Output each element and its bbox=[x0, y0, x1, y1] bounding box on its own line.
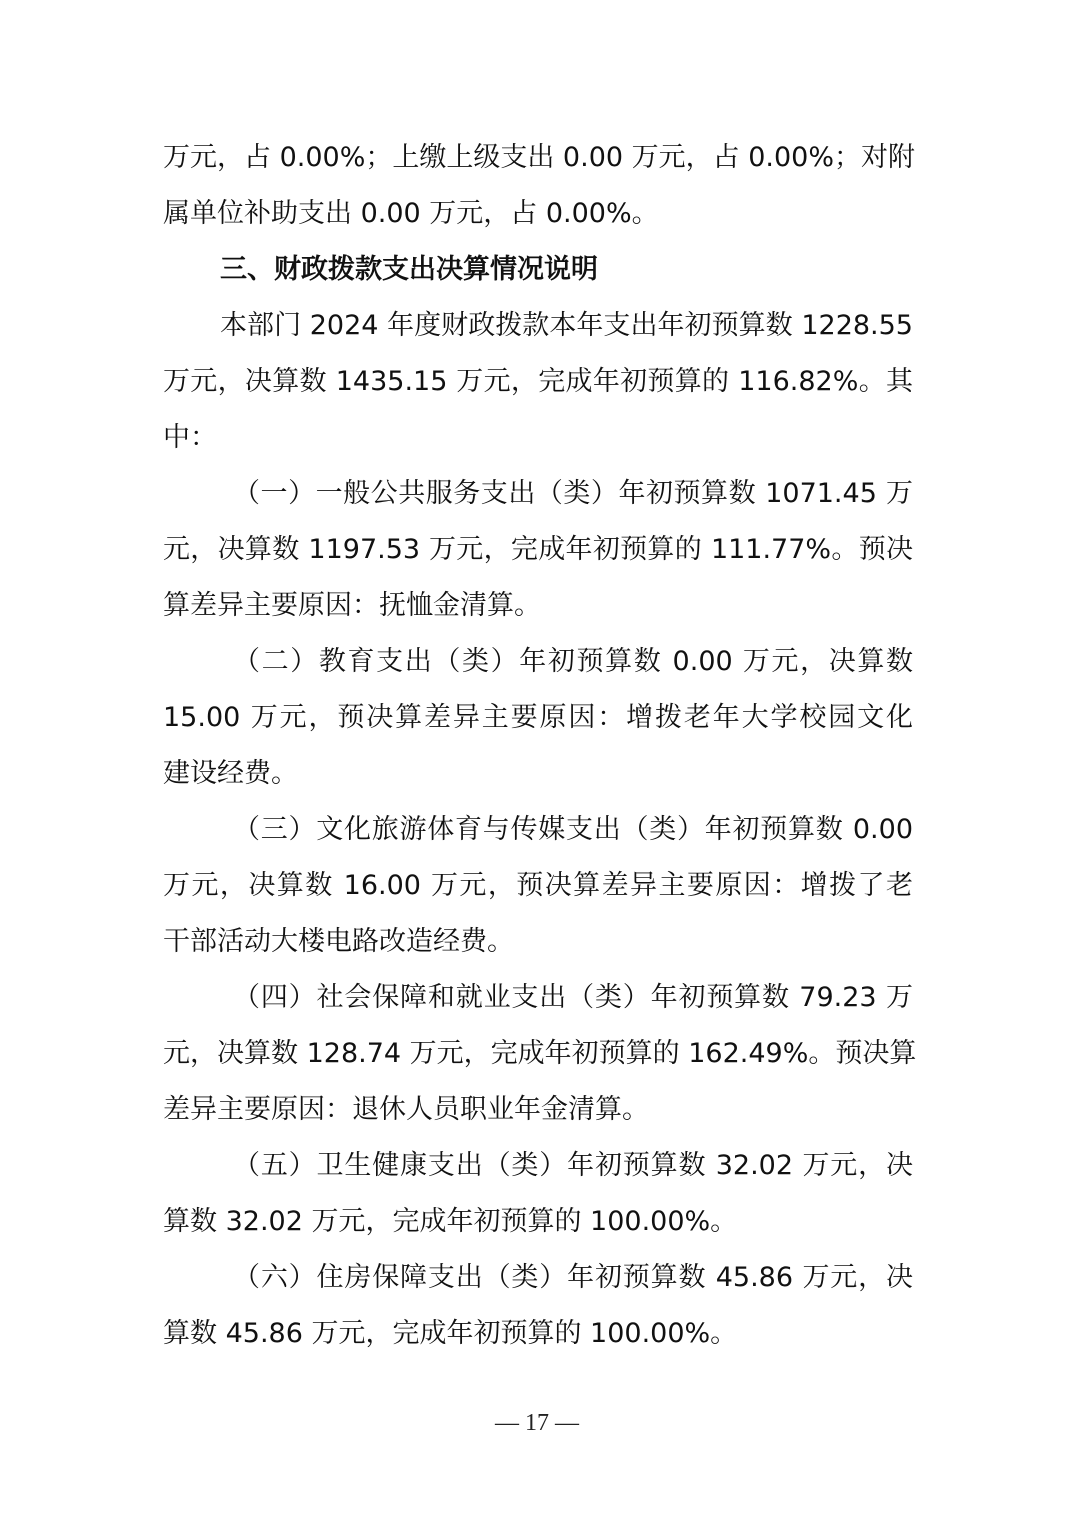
text-line: 属单位补助支出 0.00 万元，占 0.00%。 bbox=[163, 198, 659, 229]
text-line: 算数 45.86 万元，完成年初预算的 100.00%。 bbox=[163, 1318, 738, 1349]
text-line: 中： bbox=[163, 422, 217, 453]
text-line: （一）一般公共服务支出（类）年初预算数 1071.45 万 bbox=[233, 478, 913, 509]
text-line: 本部门 2024 年度财政拨款本年支出年初预算数 1228.55 bbox=[220, 310, 913, 341]
text-line: （二）教育支出（类）年初预算数 0.00 万元，决算数 bbox=[233, 646, 913, 677]
text-line: （三）文化旅游体育与传媒支出（类）年初预算数 0.00 bbox=[233, 814, 913, 845]
text-line: （四）社会保障和就业支出（类）年初预算数 79.23 万 bbox=[233, 982, 913, 1013]
page-number: — 17 — bbox=[495, 1410, 579, 1436]
section-heading: 三、财政拨款支出决算情况说明 bbox=[220, 254, 598, 285]
text-line: （六）住房保障支出（类）年初预算数 45.86 万元，决 bbox=[233, 1262, 913, 1293]
text-line: （五）卫生健康支出（类）年初预算数 32.02 万元，决 bbox=[233, 1150, 913, 1181]
text-line: 算差异主要原因：抚恤金清算。 bbox=[163, 590, 541, 621]
document-body bbox=[163, 130, 917, 1362]
text-line: 算数 32.02 万元，完成年初预算的 100.00%。 bbox=[163, 1206, 738, 1237]
text-line: 干部活动大楼电路改造经费。 bbox=[163, 926, 514, 957]
text-line: 万元，占 0.00%；上缴上级支出 0.00 万元，占 0.00%；对附 bbox=[163, 142, 915, 173]
text-line: 15.00 万元，预决算差异主要原因：增拨老年大学校园文化 bbox=[163, 702, 913, 733]
text-line: 万元，决算数 1435.15 万元，完成年初预算的 116.82%。其 bbox=[163, 366, 913, 397]
text-line: 建设经费。 bbox=[163, 758, 298, 789]
text-line: 差异主要原因：退休人员职业年金清算。 bbox=[163, 1094, 649, 1125]
text-line: 元，决算数 128.74 万元，完成年初预算的 162.49%。预决算 bbox=[163, 1038, 917, 1069]
text-line: 元，决算数 1197.53 万元，完成年初预算的 111.77%。预决 bbox=[163, 534, 913, 565]
text-line: 万元，决算数 16.00 万元，预决算差异主要原因：增拨了老 bbox=[163, 870, 913, 901]
